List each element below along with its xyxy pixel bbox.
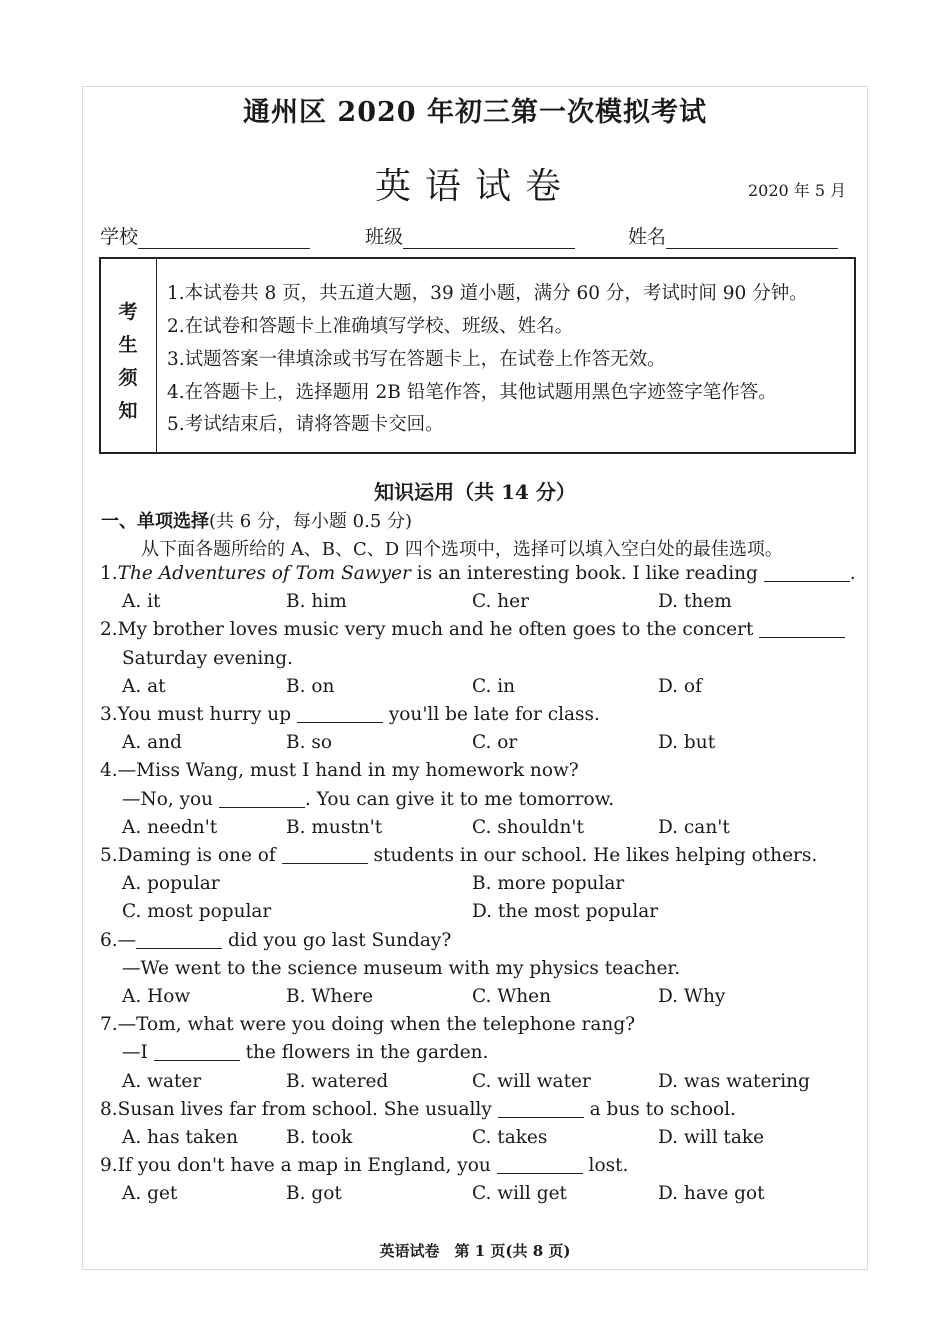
question-text: is an interesting book. I like reading	[410, 563, 764, 584]
notice-item: 5.考试结束后，请将答题卡交回。	[167, 414, 444, 435]
question-number: 1.	[100, 563, 118, 584]
option: B. more popular	[472, 873, 625, 895]
question-text: Daming is one of	[117, 845, 282, 866]
answer-blank	[498, 1116, 584, 1118]
question-text: —No, you	[122, 788, 219, 810]
exam-date: 2020 年 5 月	[748, 181, 847, 200]
option: A. How	[122, 986, 191, 1007]
option: A. at	[122, 675, 166, 697]
name-field	[628, 222, 838, 249]
answer-blank	[136, 947, 222, 949]
question-number: 7.	[100, 1014, 118, 1036]
question-stem	[100, 1155, 628, 1176]
option: D. can't	[658, 816, 730, 838]
question-line	[122, 789, 614, 810]
question-line	[122, 1042, 488, 1063]
question-number: 6.	[100, 929, 118, 951]
name-label: 姓名	[628, 226, 667, 248]
question-text: Susan lives far from school. She usually	[117, 1098, 498, 1120]
school-field	[100, 222, 310, 249]
answer-blank	[497, 1172, 583, 1174]
question-text: —	[117, 929, 137, 951]
option: C. in	[472, 675, 516, 697]
option: C. or	[472, 732, 518, 754]
question-number: 9.	[100, 1155, 118, 1177]
notice-side-char: 知	[118, 400, 138, 422]
question-text: the flowers in the garden.	[239, 1042, 489, 1064]
option: A. it	[122, 591, 161, 613]
question-text: did you go last Sunday?	[222, 929, 452, 951]
question-stem	[100, 760, 579, 781]
option: D. will take	[658, 1127, 765, 1148]
option: A. popular	[122, 873, 220, 895]
notice-side-label	[101, 259, 157, 452]
section-title: 知识运用（共 14 分）	[374, 480, 576, 504]
class-blank	[403, 228, 575, 249]
exam-notice-box	[99, 257, 856, 454]
name-blank	[666, 228, 838, 249]
notice-side-char: 生	[118, 334, 138, 356]
option: A. get	[122, 1183, 178, 1205]
option: A. has taken	[122, 1127, 238, 1148]
option: B. got	[286, 1183, 342, 1205]
answer-blank	[759, 636, 845, 638]
option: B. on	[286, 675, 335, 697]
question-stem	[100, 845, 817, 866]
question-stem	[100, 704, 600, 725]
notice-side-char: 考	[118, 301, 138, 323]
option: A. water	[122, 1070, 202, 1092]
question-number: 8.	[100, 1098, 118, 1120]
question-text: You must hurry up	[117, 704, 297, 725]
question-line	[122, 958, 680, 979]
option: B. Where	[286, 986, 374, 1007]
option: A. and	[122, 732, 182, 754]
question-stem	[100, 1014, 635, 1035]
part-points: (共 6 分，每小题 0.5 分)	[209, 511, 413, 532]
question-text: a bus to school.	[583, 1098, 736, 1120]
option: C. When	[472, 986, 552, 1007]
option: D. was watering	[658, 1070, 810, 1092]
notice-side-char: 须	[118, 367, 138, 389]
option: C. most popular	[122, 901, 272, 923]
option: D. but	[658, 732, 716, 754]
question-text: —We went to the science museum with my physics teacher.	[122, 957, 681, 979]
question-text: lost.	[582, 1155, 629, 1177]
part-heading	[101, 507, 412, 533]
question-number: 2.	[100, 619, 118, 641]
option: B. watered	[286, 1070, 389, 1092]
question-text: If you don't have a map in England, you	[117, 1155, 497, 1177]
option: B. him	[286, 591, 347, 613]
question-stem	[100, 619, 845, 640]
question-text: —Miss Wang, must I hand in my homework now?	[117, 760, 579, 782]
question-text: you'll be late for class.	[382, 704, 600, 725]
instruction: 从下面各题所给的 A、B、C、D 四个选项中，选择可以填入空白处的最佳选项。	[141, 539, 783, 560]
exam-title: 通州区 2020 年初三第一次模拟考试	[243, 97, 707, 128]
class-field	[365, 222, 575, 249]
part-title: 一、单项选择	[101, 511, 209, 532]
question-line	[122, 648, 293, 669]
option: A. needn't	[122, 816, 218, 838]
notice-item: 1.本试卷共 8 页，共五道大题，39 道小题，满分 60 分，考试时间 90 分钟。	[167, 283, 808, 304]
question-text: .	[849, 563, 856, 584]
answer-blank	[282, 862, 368, 864]
question-text: . You can give it to me tomorrow.	[304, 788, 615, 810]
school-blank	[138, 228, 310, 249]
option: D. Why	[658, 986, 726, 1007]
question-stem	[100, 930, 451, 951]
option: C. takes	[472, 1127, 548, 1148]
question-text: My brother loves music very much and he often goes to the concert	[117, 619, 760, 641]
option: C. shouldn't	[472, 816, 584, 838]
question-text: students in our school. He likes helping others.	[367, 845, 818, 866]
option: D. them	[658, 591, 732, 613]
class-label: 班级	[365, 226, 404, 248]
question-number: 4.	[100, 760, 118, 782]
question-text: —I	[122, 1042, 154, 1064]
question-text: Saturday evening.	[122, 647, 293, 669]
option: C. will water	[472, 1070, 591, 1092]
answer-blank	[764, 580, 850, 582]
notice-item: 2.在试卷和答题卡上准确填写学校、班级、姓名。	[167, 316, 574, 337]
answer-blank	[297, 721, 383, 723]
option: D. have got	[658, 1183, 765, 1205]
school-label: 学校	[100, 226, 139, 248]
notice-item: 3.试题答案一律填涂或书写在答题卡上，在试卷上作答无效。	[167, 349, 666, 370]
question-stem	[100, 563, 856, 584]
book-title: The Adventures of Tom Sawyer	[117, 563, 411, 584]
answer-blank	[154, 1059, 240, 1061]
option: B. took	[286, 1127, 353, 1148]
option: B. so	[286, 732, 332, 754]
page-footer: 英语试卷 第 1 页(共 8 页)	[379, 1242, 571, 1260]
subject-title: 英语试卷	[374, 166, 575, 207]
option: D. the most popular	[472, 901, 659, 923]
option: C. her	[472, 591, 529, 613]
option: C. will get	[472, 1183, 567, 1205]
option: D. of	[658, 675, 702, 697]
question-text: —Tom, what were you doing when the telephone rang?	[117, 1014, 636, 1036]
question-stem	[100, 1099, 736, 1120]
answer-blank	[219, 806, 305, 808]
option: B. mustn't	[286, 816, 383, 838]
question-number: 5.	[100, 845, 118, 866]
notice-item: 4.在答题卡上，选择题用 2B 铅笔作答，其他试题用黑色字迹签字笔作答。	[167, 382, 777, 403]
question-number: 3.	[100, 704, 118, 725]
